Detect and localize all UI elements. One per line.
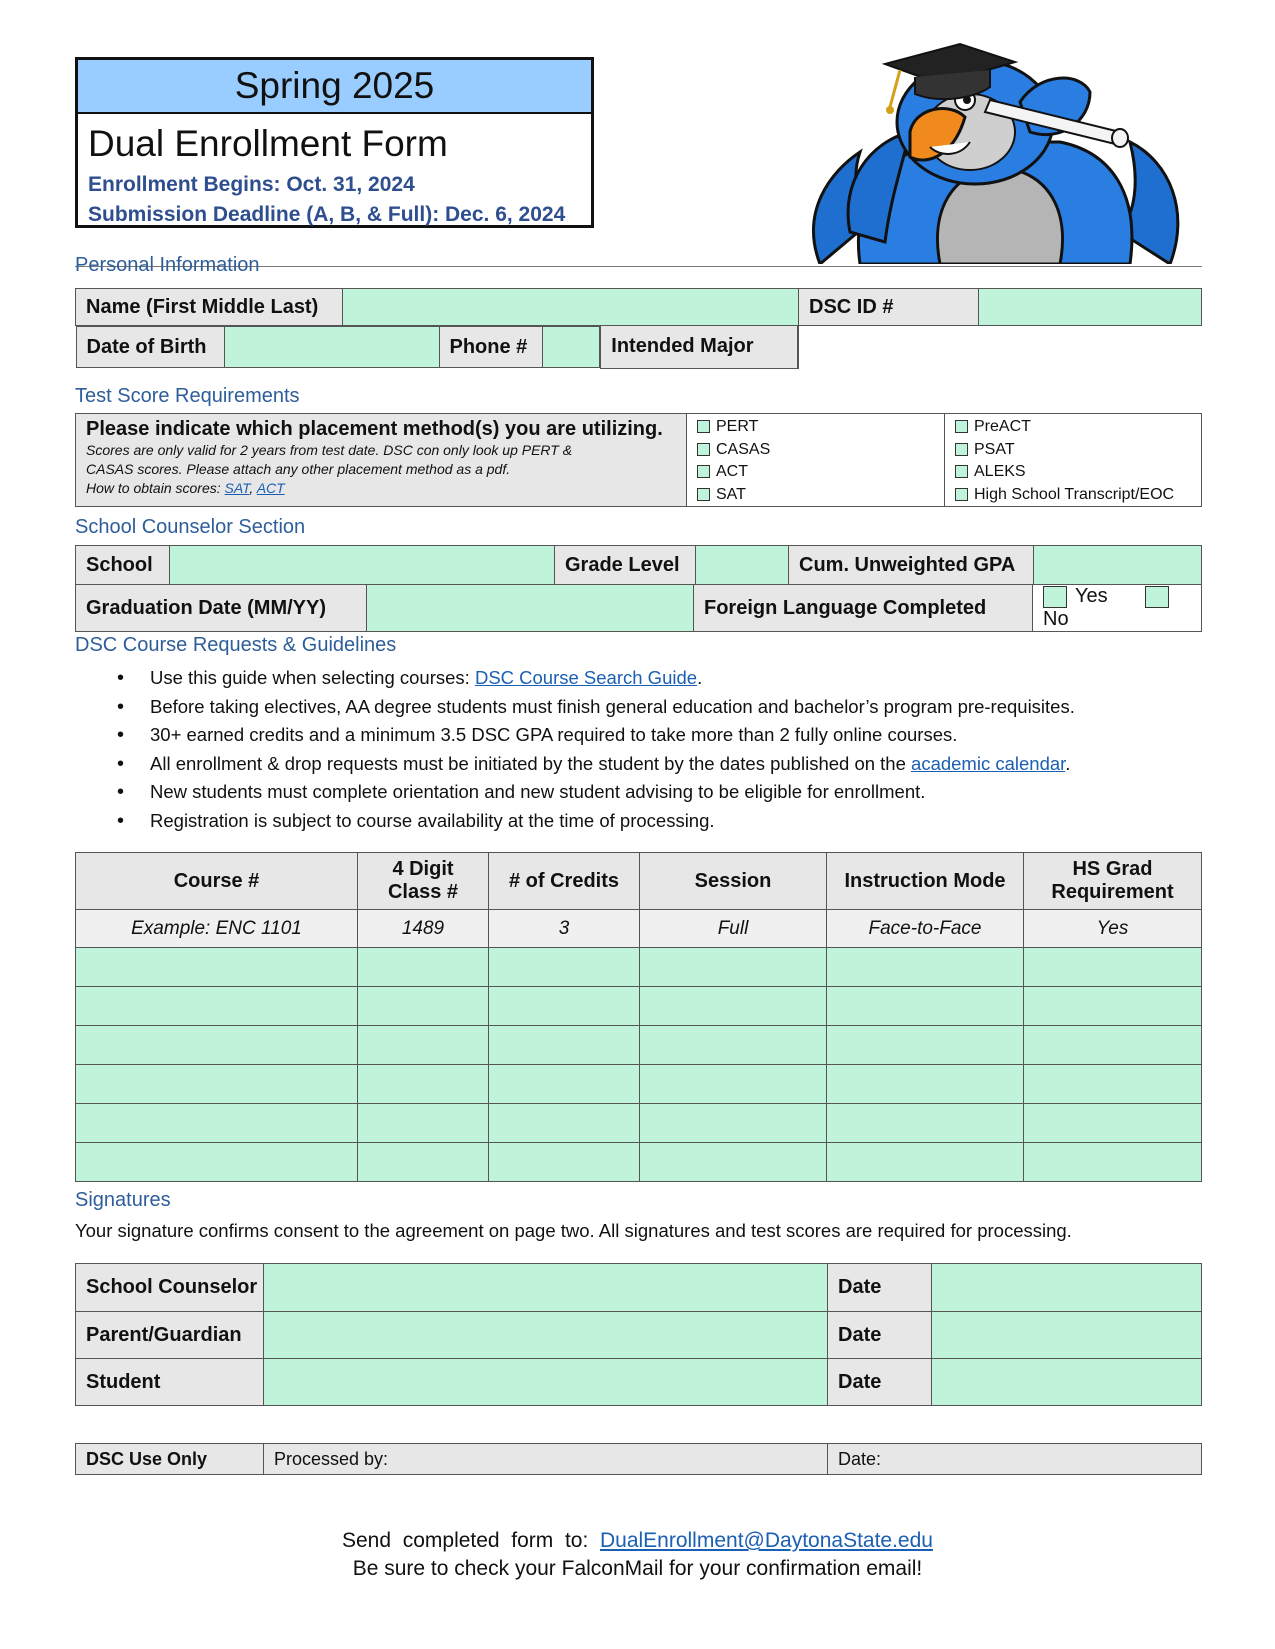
aleks-checkbox[interactable] [955,465,968,478]
counselor-date-label: Date [828,1264,932,1312]
option-aleks[interactable] [955,461,1201,484]
option-psat[interactable] [955,439,1201,462]
example-class: 1489 [358,910,489,948]
placement-cell [76,414,687,507]
psat-checkbox[interactable] [955,443,968,456]
counselor-table-row1 [75,545,1202,585]
course-row [76,948,1202,987]
course-row [76,987,1202,1026]
dob-label: Date of Birth [76,327,224,368]
act-label: ACT [716,463,748,480]
name-label: Name (First Middle Last) [76,289,343,326]
how-to-obtain: How to obtain scores: SAT, ACT [86,480,285,496]
transcript-label: High School Transcript/EOC [974,485,1175,503]
parent-date-label: Date [828,1312,932,1359]
requirement-cell[interactable] [1024,1026,1202,1065]
course-cell[interactable] [76,1104,358,1143]
student-signature-label: Student [76,1359,264,1406]
psat-label: PSAT [974,440,1015,458]
pert-checkbox[interactable] [697,420,710,433]
option-sat[interactable] [697,484,944,507]
phone-field[interactable] [542,327,600,368]
session-cell[interactable] [640,1143,827,1182]
guideline-item [115,750,1195,779]
send-label: Send completed form to: [342,1529,600,1552]
sat-label: SAT [716,485,746,503]
guideline-punct: . [1065,752,1071,774]
personal-info-heading: Personal Information [75,254,260,276]
enrollment-begins: Enrollment Begins: Oct. 31, 2024 [88,173,415,196]
processed-by-label: Processed by: [264,1444,828,1475]
parent-signature-field[interactable] [264,1312,828,1359]
session-cell[interactable] [640,987,827,1026]
school-label: School [76,546,170,585]
option-pert[interactable] [697,416,944,439]
score-note-2: CASAS scores. Please attach any other placement method as a pdf. [86,461,511,477]
mode-cell[interactable] [827,1065,1024,1104]
placement-options-left [687,414,945,507]
header-course-number: Course # [76,853,358,910]
graduation-date-field[interactable] [367,585,694,632]
example-credits: 3 [489,910,640,948]
term-title: Spring 2025 [78,60,591,114]
example-course: Example: ENC 1101 [76,910,358,948]
school-field[interactable] [170,546,555,585]
signatures-heading: Signatures [75,1189,171,1211]
casas-checkbox[interactable] [697,443,710,456]
gpa-field[interactable] [1034,546,1202,585]
class-cell[interactable] [358,1026,489,1065]
score-note-1: Scores are only valid for 2 years from test date. DSC con only look up PERT & [86,442,573,458]
course-cell[interactable] [76,1143,358,1182]
option-transcript[interactable] [955,484,1201,507]
language-no-checkbox[interactable] [1145,586,1169,608]
mode-cell[interactable] [827,1143,1024,1182]
signature-table [75,1263,1202,1406]
course-cell[interactable] [76,1026,358,1065]
counselor-table-row2 [75,584,1202,632]
guidelines-list [115,664,1195,835]
guideline-text: Use this guide when selecting courses: [150,667,475,688]
guideline-item: • New students must complete orientation and new student advising to be eligible for enrollment. [115,778,1195,807]
requirement-cell[interactable] [1024,1143,1202,1182]
phone-label: Phone # [439,327,542,368]
parent-date-field[interactable] [932,1312,1202,1359]
graduation-date-label: Graduation Date (MM/YY) [76,585,367,632]
sat-checkbox[interactable] [697,488,710,501]
gpa-label: Cum. Unweighted GPA [789,546,1034,585]
intended-major-field[interactable] [797,326,798,369]
credits-cell[interactable] [489,1065,640,1104]
course-row [76,1026,1202,1065]
office-use-label: DSC Use Only [76,1444,264,1475]
option-casas[interactable] [697,439,944,462]
credits-cell[interactable] [489,948,640,987]
session-cell[interactable] [640,1026,827,1065]
placement-options-right [945,414,1202,507]
sat-link[interactable]: SAT [224,480,250,496]
class-cell[interactable] [358,987,489,1026]
requirement-cell[interactable] [1024,948,1202,987]
aleks-label: ALEKS [974,463,1026,480]
counselor-signature-field[interactable] [264,1264,828,1312]
intended-major-label: Intended Major [601,326,797,369]
grade-level-label: Grade Level [555,546,696,585]
counselor-date-field[interactable] [932,1264,1202,1312]
personal-info-table [75,288,1202,369]
requirement-cell[interactable] [1024,1065,1202,1104]
header-session: Session [640,853,827,910]
option-preact[interactable] [955,416,1201,439]
email-link[interactable]: DualEnrollment@DaytonaState.edu [599,1529,933,1552]
course-row [76,1065,1202,1104]
class-cell[interactable] [358,1104,489,1143]
how-to-label: How to obtain scores: [86,480,225,496]
consent-text: Your signature confirms consent to the agreement on page two. All signatures and test scores are required for processing. [75,1220,1072,1241]
example-mode: Face-to-Face [827,910,1024,948]
header-credits: # of Credits [489,853,640,910]
student-date-label: Date [828,1359,932,1406]
mode-cell[interactable] [827,948,1024,987]
preact-checkbox[interactable] [955,420,968,433]
grade-level-field[interactable] [696,546,789,585]
parent-signature-label: Parent/Guardian [76,1312,264,1359]
dsc-id-field[interactable] [979,289,1202,326]
send-instructions [0,1529,1275,1553]
dsc-id-label: DSC ID # [799,289,979,326]
credits-cell[interactable] [489,1026,640,1065]
preact-label: PreACT [974,418,1031,435]
falcon-mascot-logo [790,32,1202,264]
language-no-label: No [1043,608,1069,630]
example-session: Full [640,910,827,948]
name-field[interactable] [343,289,799,326]
guideline-punct: . [697,667,703,688]
header-instruction-mode: Instruction Mode [827,853,1024,910]
course-row [76,1104,1202,1143]
course-search-guide-link[interactable]: DSC Course Search Guide [474,667,698,688]
casas-label: CASAS [716,440,771,458]
course-cell[interactable] [76,987,358,1026]
counselor-signature-label: School Counselor [76,1264,264,1312]
guideline-item [115,664,1195,693]
test-score-table [75,413,1202,507]
course-request-table [75,852,1202,1182]
dob-phone-row [76,326,601,369]
guideline-text: All enrollment & drop requests must be initiated by the student by the dates published on the [150,752,912,774]
class-cell[interactable] [358,1065,489,1104]
office-date-label: Date: [828,1444,1202,1475]
transcript-checkbox[interactable] [955,488,968,501]
guideline-item: • Before taking electives, AA degree students must finish general education and bachelor’s program pre-requisites. [115,693,1195,722]
placement-prompt: Please indicate which placement method(s) you are utilizing. [86,418,663,440]
guideline-item: • Registration is subject to course availability at the time of processing. [115,807,1195,836]
credits-cell[interactable] [489,1104,640,1143]
foreign-language-label: Foreign Language Completed [694,585,1033,632]
mode-cell[interactable] [827,987,1024,1026]
student-date-field[interactable] [932,1359,1202,1406]
session-cell[interactable] [640,948,827,987]
academic-calendar-link[interactable]: academic calendar [911,752,1066,774]
course-cell[interactable] [76,948,358,987]
form-title: Dual Enrollment Form [88,123,448,164]
class-cell[interactable] [358,1143,489,1182]
option-act[interactable] [697,461,944,484]
act-link[interactable]: ACT [256,480,285,496]
language-yes-label: Yes [1075,585,1108,607]
header-hs-grad-requirement: HS Grad Requirement [1024,853,1202,910]
submission-deadline: Submission Deadline (A, B, & Full): Dec. 6, 2024 [88,203,566,226]
requirement-cell[interactable] [1024,987,1202,1026]
requirement-cell[interactable] [1024,1104,1202,1143]
test-score-heading: Test Score Requirements [75,385,300,407]
counselor-heading: School Counselor Section [75,516,306,538]
office-use-table [75,1443,1202,1475]
credits-cell[interactable] [489,987,640,1026]
dob-field[interactable] [224,327,439,368]
guidelines-heading: DSC Course Requests & Guidelines [75,634,397,656]
form-header [75,57,594,228]
course-row [76,1143,1202,1182]
guideline-item: • 30+ earned credits and a minimum 3.5 DSC GPA required to take more than 2 fully online courses. [115,721,1195,750]
foreign-language-options [1033,585,1202,632]
mode-cell[interactable] [827,1104,1024,1143]
student-signature-field[interactable] [264,1359,828,1406]
credits-cell[interactable] [489,1143,640,1182]
example-requirement: Yes [1024,910,1202,948]
example-row [76,910,1202,948]
session-cell[interactable] [640,1104,827,1143]
confirmation-reminder: Be sure to check your FalconMail for your confirmation email! [352,1557,923,1580]
course-cell[interactable] [76,1065,358,1104]
class-cell[interactable] [358,948,489,987]
mode-cell[interactable] [827,1026,1024,1065]
session-cell[interactable] [640,1065,827,1104]
language-yes-checkbox[interactable] [1043,586,1067,608]
pert-label: PERT [716,418,759,435]
act-checkbox[interactable] [697,465,710,478]
header-class-number: 4 Digit Class # [358,853,489,910]
